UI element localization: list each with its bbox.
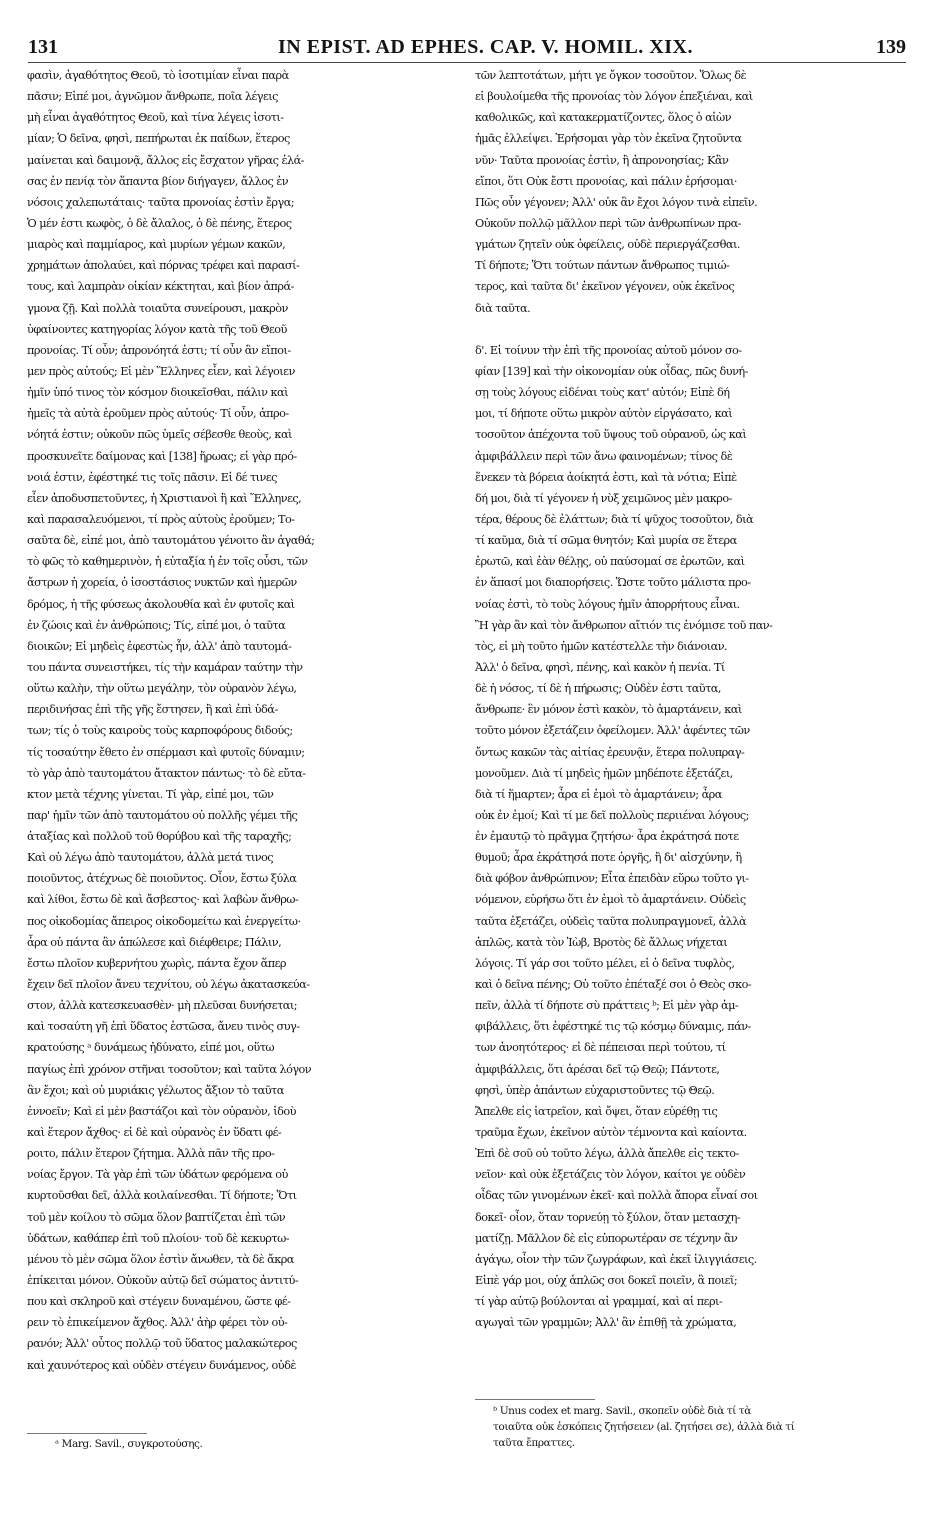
text-line: νοίας ἐστὶ, τὸ τοὺς λόγους ἡμῖν ἀπορρήτους εἶναι. <box>475 597 740 611</box>
text-line: Τί δήποτε; Ὅτι τούτων πάντων ἄνθρωπος τιμιώ- <box>475 259 730 273</box>
text-line: παρ' ἡμῖν τῶν ἀπὸ ταυτομάτου οὐ πολλῆς γέμει τῆς <box>27 808 298 822</box>
text-line: ἄστρων ἡ χορεία, ὁ ἰσοστάσιος νυκτῶν καὶ ἡμερῶν <box>27 576 297 590</box>
footnote-left <box>55 1436 455 1452</box>
text-line: πεῖν, ἀλλὰ τί δήποτε σὺ πράττεις ᵇ; Εἰ μὲν γὰρ ἀμ- <box>475 999 739 1013</box>
text-line: καθολικῶς, καὶ κατακερματίζοντες, ὅλος ὁ αἰὼν <box>475 111 732 125</box>
page-number-right: 139 <box>876 36 906 58</box>
text-line: θυμοῦ; ἆρα ἐκράτησά ποτε ὀργῆς, ἢ δι' αἰσχύνην, ἢ <box>475 851 742 865</box>
text-line: οὐκ ἐν ἐμοί; Καὶ τί με δεῖ πολλοὺς περιιέναι λόγους; <box>475 808 749 822</box>
right-text-column <box>475 65 906 1333</box>
text-line: προσκυνεῖτε δαίμονας καὶ [138] ἥρωας; εἰ γὰρ πρό- <box>27 449 297 463</box>
text-line: ρανόν; Ἀλλ' οὗτος πολλῷ τοῦ ὕδατος μαλακώτερος <box>27 1337 297 1351</box>
text-line: ἡμεῖς τὰ αὐτὰ ἐροῦμεν πρὸς αὐτούς· Τί οὖν, ἀπρο- <box>27 407 289 421</box>
text-line: εἴποι, ὅτι Οὐκ ἔστι προνοίας, καὶ πάλιν ἐρήσομαι· <box>475 174 737 188</box>
text-line: ταῦτα ἔπραττες. <box>493 1437 575 1449</box>
text-line: αγωγαὶ τῶν γραμμῶν; Ἀλλ' ἂν ἐπιθῇ τὰ χρώματα, <box>475 1316 737 1330</box>
text-line: κυρτοῦσθαι δεῖ, ἀλλὰ κοιλαίνεσθαι. Τί δήποτε; Ὅτι <box>27 1189 297 1203</box>
footnote-rule-right <box>475 1399 595 1400</box>
text-line: ἐν ἅπασί μοι διαπορήσεις. Ὥστε τοῦτο μάλιστα προ- <box>475 576 751 590</box>
text-line: τους, καὶ λαμπρὰν οἰκίαν κέκτηται, καὶ βίον ἀπρά- <box>27 280 294 294</box>
text-line: Ἢ γὰρ ἂν καὶ τὸν ἄνθρωπον αἴτιόν τις ἐνόμισε τοῦ παν- <box>475 618 773 632</box>
text-line: παγίως ἐπὶ χρόνον στῆναι τοσοῦτον; καὶ ταῦτα λόγον <box>27 1062 312 1076</box>
text-line: μὴ εἶναι ἀγαθότητος Θεοῦ, καὶ τίνα λέγεις ἰσοτι- <box>27 111 284 125</box>
text-line: Πῶς οὖν γέγονεν; Ἀλλ' οὐκ ἂν ἔχοι λόγον τινὰ εἰπεῖν. <box>475 195 758 209</box>
text-line: του πάντα συνειστήκει, τίς τὴν καμάραν ταύτην τὴν <box>27 660 303 674</box>
text-line: σας ἐν πενίᾳ τὸν ἅπαντα βίον διήγαγεν, ἄλλος ἐν <box>27 174 289 188</box>
text-line: ὑδάτων, καθάπερ ἐπὶ τοῦ πλοίου· τοῦ δὲ κεκυρτω- <box>27 1231 289 1245</box>
text-line: δὲ ἡ νόσος, τί δὲ ἡ πήρωσις; Οὐδὲν ἐστι ταῦτα, <box>475 682 721 696</box>
text-line: ματίζῃ. Μᾶλλον δὲ εἰς εὐπορωτέραν σε τέχνην ἂν <box>475 1231 738 1245</box>
text-line: νοιά ἐστιν, ἐφέστηκέ τις τοῖς πᾶσιν. Εἰ δέ τινες <box>27 470 277 484</box>
text-line: ἀμφιβάλλεις, ὅτι ἀρέσαι δεῖ τῷ Θεῷ; Πάντοτε, <box>475 1062 720 1076</box>
text-line: καὶ τοσαύτη γῆ ἐπὶ ὕδατος ἑστῶσα, ἄνευ τινὸς συγ- <box>27 1020 300 1034</box>
text-line: δρόμος, ἡ τῆς φύσεως ἀκολουθία καὶ ἐν φυτοῖς καὶ <box>27 597 295 611</box>
text-line: νόσοις χαλεπωτάταις· ταῦτα προνοίας ἐστὶν ἔργα; <box>27 195 295 209</box>
text-line: νεῖον· καὶ οὐκ ἐξετάζεις τὸν λόγον, καίτοι γε οὐδὲν <box>475 1168 746 1182</box>
text-line: εἶεν ἀποδυσπετοῦντες, ἡ Χριστιανοὶ ἢ καὶ Ἕλληνες, <box>27 491 302 505</box>
text-line: τί καῦμα, διὰ τί σῶμα θνητόν; Καὶ μυρία σε ἕτερα <box>475 534 737 548</box>
text-line: χρημάτων ἀπολαύει, καὶ πόρνας τρέφει καὶ παρασί- <box>27 259 300 273</box>
text-line: ᵇ Unus codex et marg. Savil., σκοπεῖν οὐδὲ διὰ τί τὰ <box>493 1405 751 1417</box>
text-line: νῦν· Ταῦτα προνοίας ἐστὶν, ἢ ἀπρονοησίας; Κἂν <box>475 153 729 167</box>
text-line: εἰ βουλοίμεθα τῆς προνοίας τὸν λόγον ἐπεξιέναι, καὶ <box>475 90 753 104</box>
text-line: πος οἰκοδομίας ἄπειρος οἰκοδομείτω καὶ ἐνεργείτω· <box>27 914 301 928</box>
text-line: των; τίς ὁ τοὺς καιροὺς τοὺς καρποφόρους διδούς; <box>27 724 293 738</box>
text-line: ἐρωτῶ, καὶ ἐὰν θέλῃς, οὐ παύσομαί σε ἐρωτῶν, καὶ <box>475 555 745 569</box>
text-line: ἐν ζώοις καὶ ἐν ἀνθρώποις; Τίς, εἰπέ μοι, ὁ ταῦτα <box>27 618 286 632</box>
text-line: καὶ παρασαλευόμενοι, τί πρὸς αὐτοὺς ἐροῦμεν; Το- <box>27 512 295 526</box>
text-line: κρατούσης ᵃ δυνάμεως ἠδύνατο, εἰπέ μοι, οὕτω <box>27 1041 275 1055</box>
text-line: μοι, τί δήποτε οὕτω μικρὸν αὐτὸν εἰργάσατο, καὶ <box>475 407 733 421</box>
text-line: νοίας ἔργον. Τὰ γὰρ ἐπὶ τῶν ὑδάτων φερόμενα οὐ <box>27 1168 288 1182</box>
text-line: τὸ φῶς τὸ καθημερινὸν, ἡ εὐταξία ἡ ἐν τοῖς οὖσι, τῶν <box>27 555 308 569</box>
text-line: καὶ χαυνότερος καὶ οὐδὲν στέγειν δυνάμενος, οὐδὲ <box>27 1358 296 1372</box>
text-line: τραῦμα ἔχων, ἐκεῖνον αὐτὸν τέμνοντα καὶ καίοντα. <box>475 1126 747 1140</box>
text-line: σῃ τοὺς λόγους εἰδέναι τοὺς κατ' αὐτόν; Εἰπὲ δή <box>475 386 730 400</box>
text-line: οὕτω καλὴν, τὴν οὕτω μεγάλην, τὸν οὐρανὸν λέγω, <box>27 682 297 696</box>
text-line: διοικῶν; Εἰ μηδεὶς ἐφεστὼς ἦν, ἀλλ' ἀπὸ ταυτομά- <box>27 639 292 653</box>
text-line: ροιτο, πάλιν ἕτερον ζήτημα. Ἀλλὰ πᾶν τῆς προ- <box>27 1147 275 1161</box>
text-line: νόμενον, εὑρήσω ὅτι ἐν ἐμοὶ τὸ ἁμαρτάνειν. Οὐδεὶς <box>475 893 746 907</box>
text-line: διὰ φόβον ἀνθρώπινον; Εἶτα ἐπειδὰν εὕρω τοῦτο γι- <box>475 872 749 886</box>
text-line: Καὶ οὐ λέγω ἀπὸ ταυτομάτου, ἀλλὰ μετά τινος <box>27 851 274 865</box>
text-line: ἐννοεῖν; Καὶ εἰ μὲν βαστάζοι καὶ τὸν οὐρανὸν, ἰδοὺ <box>27 1104 296 1118</box>
text-line <box>475 319 906 340</box>
text-line: τίς τοσαύτην ἔθετο ἐν σπέρμασι καὶ φυτοῖς δύναμιν; <box>27 745 305 759</box>
text-line: Εἰπὲ γάρ μοι, οὐχ ἁπλῶς σοι δοκεῖ ποιεῖν, ἃ ποιεῖ; <box>475 1274 738 1288</box>
text-line: τερος, καὶ ταῦτα δι' ἐκεῖνον γέγονεν, οὐκ ἐκεῖνος <box>475 280 735 294</box>
text-line: ἡμᾶς ἐλλείψει. Ἐρήσομαι γὰρ τὸν ἐκεῖνα ζητοῦντα <box>475 132 742 146</box>
text-line: Ὁ μέν ἐστι κωφὸς, ὁ δὲ ἄλαλος, ὁ δὲ πένης, ἕτερος <box>27 216 292 230</box>
text-line: τοσοῦτον ἀπέχοντα τοῦ ὕψους τοῦ οὐρανοῦ, ὡς καὶ <box>475 428 747 442</box>
text-line: μιαρὸς καὶ παμμίαρος, καὶ μυρίων γέμων κακῶν, <box>27 238 286 252</box>
text-line: Ἐπὶ δὲ σοῦ οὐ τοῦτο λέγω, ἀλλὰ ἄπελθε εἰς τεκτο- <box>475 1147 739 1161</box>
header-rule <box>28 62 906 63</box>
text-line: τὸς, εἰ μὴ τοῦτο ἡμῶν κατέστελλε τὴν διάνοιαν. <box>475 639 728 653</box>
text-line: ἡμῖν ὑπό τινος τὸν κόσμον διοικεῖσθαι, πάλιν καὶ <box>27 386 289 400</box>
text-line: ἀμφιβάλλειν περὶ τῶν ἄνω φαινομένων; τίνος δὲ <box>475 449 733 463</box>
footnote-right <box>493 1403 906 1451</box>
text-line: κτον μετὰ τέχνης γίνεται. Τί γὰρ, εἰπέ μοι, τῶν <box>27 787 274 801</box>
text-line: ἄνθρωπε· ἓν μόνον ἐστὶ κακὸν, τὸ ἁμαρτάνειν, καὶ <box>475 703 742 717</box>
text-line: των ἀνοητότερος· εἰ δὲ πέπεισαι περὶ τούτου, τί <box>475 1041 726 1055</box>
text-line: τοῦτο μόνον ἐξετάζειν ὀφείλομεν. Ἀλλ' ἀφέντες τῶν <box>475 724 750 738</box>
text-line: ἐπίκειται μόνον. Οὐκοῦν αὐτῷ δεῖ σώματος ἀντιτύ- <box>27 1274 299 1288</box>
text-line: δ'. Εἰ τοίνυν τὴν ἐπὶ τῆς προνοίας αὐτοῦ μόνον σο- <box>475 343 742 357</box>
text-line: καὶ ἕτερον ἄχθος· εἰ δὲ καὶ οὐρανὸς ἐν ὕδατι φέ- <box>27 1126 282 1140</box>
text-line: ταῦτα ἐξετάζει, οὐδεὶς ταῦτα πολυπραγμονεῖ, ἀλλὰ <box>475 914 747 928</box>
text-line: μονοῦμεν. Διὰ τί μηδεὶς ἡμῶν μηδέποτε ἐξετάζει, <box>475 766 733 780</box>
text-line: καὶ λίθοι, ἔστω δὲ καὶ ἄσβεστος· καὶ λαβὼν ἄνθρω- <box>27 893 299 907</box>
text-line: καὶ ὁ δεῖνα πένης; Οὐ τοῦτο ἐπέταξέ σοι ὁ Θεὸς σκο- <box>475 978 752 992</box>
text-line: φησὶ, ὑπὲρ ἁπάντων εὐχαριστοῦντες τῷ Θεῷ. <box>475 1083 715 1097</box>
text-line: πᾶσιν; Εἰπέ μοι, ἀγνῶμον ἄνθρωπε, ποῖα λέγεις <box>27 90 278 104</box>
text-line: διὰ τί ἥμαρτεν; ἆρα εἰ ἐμοὶ τὸ ἁμαρτάνειν; ἆρα <box>475 787 722 801</box>
text-line: ἔστω πλοῖον κυβερνήτου χωρὶς, πάντα ἔχον ἅπερ <box>27 956 286 970</box>
text-line: ρειν τὸ ἐπικείμενον ἄχθος. Ἀλλ' ἀὴρ φέρει τὸν οὐ- <box>27 1316 288 1330</box>
text-line: στον, ἀλλὰ κατεσκευασθὲν· μὴ πλεῦσαι δυνήσεται; <box>27 999 298 1013</box>
text-line: Ἀλλ' ὁ δεῖνα, φησὶ, πένης, καὶ κακὸν ἡ πενία. Τί <box>475 660 725 674</box>
running-title: IN EPIST. AD EPHES. CAP. V. HOMIL. XIX. <box>278 36 693 58</box>
text-line: ποιοῦντος, ἀτέχνως δὲ ποιοῦντος. Οἷον, ἔστω ξύλα <box>27 872 297 886</box>
text-line: ἀταξίας καὶ πολλοῦ τοῦ θορύβου καὶ τῆς ταραχῆς; <box>27 830 292 844</box>
text-line: μαίνεται καὶ δαιμονᾷ, ἄλλος εἰς ἔσχατον γῆρας ἐλά- <box>27 153 304 167</box>
text-line: προνοίας. Τί οὖν; ἀπρονόητά ἐστι; τί οὖν ἂν εἴποι- <box>27 343 291 357</box>
text-line: ἀγάγω, οἷον τὴν τῶν ζωγράφων, καὶ ἐκεῖ ἰλιγγιάσεις. <box>475 1252 757 1266</box>
text-line: που καὶ σκληροῦ καὶ στέγειν δυναμένου, ὥστε φέ- <box>27 1295 291 1309</box>
text-line: οἶδας τῶν γινομένων ἐκεῖ· καὶ πολλὰ ἄπορα εἶναί σοι <box>475 1189 758 1203</box>
text-line: τοιαῦτα οὐκ ἐσκόπεις ζητήσειεν (al. ζητήσει σε), ἀλλὰ διὰ τί <box>493 1421 795 1433</box>
text-line: νόητά ἐστιν; οὐκοῦν πῶς ὑμεῖς σέβεσθε θεοὺς, καὶ <box>27 428 292 442</box>
text-line: φιβάλλεις, ὅτι ἐφέστηκέ τις τῷ κόσμῳ δύναμις, πάν- <box>475 1020 751 1034</box>
text-line: Οὐκοῦν πολλῷ μᾶλλον περὶ τῶν ἀνθρωπίνων πρα- <box>475 216 741 230</box>
text-line: τὸ γὰρ ἀπὸ ταυτομάτου ἄτακτον πάντως· τὸ δὲ εὔτα- <box>27 766 306 780</box>
text-line: τοῦ μὲν κοίλου τὸ σῶμα ὅλον βαπτίζεται ἐπὶ τῶν <box>27 1210 286 1224</box>
text-line: τί γὰρ αὐτῷ βούλονται αἱ γραμμαί, καὶ αἱ περι- <box>475 1295 723 1309</box>
text-line: ἁπλῶς, κατὰ τὸν Ἰὼβ, Βροτὸς δὲ ἄλλως νήχεται <box>475 935 728 949</box>
footnote-rule-left <box>27 1433 147 1434</box>
footnote-line: ᵃ Marg. Savil., συγκροτούσης. <box>55 1438 203 1450</box>
text-line: δή μοι, διὰ τί γέγονεν ἡ νὺξ χειμῶνος μὲν μακρο- <box>475 491 732 505</box>
text-line: ὄντως κακῶν τὰς αἰτίας ἐρευνᾷν, ἕτερα πολυπραγ- <box>475 745 745 759</box>
text-line: γμάτων ζητεῖν οὐκ ὀφείλεις, οὐδὲ περιεργάζεσθαι. <box>475 238 740 252</box>
text-line: δοκεῖ· οἷον, ὅταν τορνεύῃ τὸ ξύλον, ὅταν μετασχη- <box>475 1210 741 1224</box>
text-line: σαῦτα δὲ, εἰπέ μοι, ἀπὸ ταυτομάτου γένοιτο ἂν ἀγαθά; <box>27 534 315 548</box>
running-head <box>28 36 906 62</box>
text-line: μεν πρὸς αὐτούς; Εἰ μὲν Ἕλληνες εἶεν, καὶ λέγοιεν <box>27 364 295 378</box>
text-line: γμονα ζῇ. Καὶ πολλὰ τοιαῦτα συνείρουσι, μακρὸν <box>27 301 288 315</box>
text-line: φίαν [139] καὶ τὴν οἰκονομίαν οὐκ οἶδας, πῶς δυνή- <box>475 364 748 378</box>
text-line: λόγοις. Τί γάρ σοι τοῦτο μέλει, εἰ ὁ δεῖνα τυφλὸς, <box>475 956 735 970</box>
text-line: ἔχειν δεῖ πλοῖον ἄνευ τεχνίτου, οὐ λέγω ἀκατασκεύα- <box>27 978 310 992</box>
text-line: Ἄπελθε εἰς ἰατρεῖον, καὶ ὄψει, ὅταν εὑρέθῃ τις <box>475 1104 718 1118</box>
text-line: περιδινήσας ἐπὶ τῆς γῆς ἔστησεν, ἢ καὶ ἐπὶ ὑδά- <box>27 703 278 717</box>
page-number-left: 131 <box>28 36 58 58</box>
text-line: φασὶν, ἀγαθότητος Θεοῦ, τὸ ἰσοτιμίαν εἶναι παρὰ <box>27 69 289 82</box>
text-line: μίαν; Ὁ δεῖνα, φησὶ, πεπήρωται ἐκ παίδων, ἕτερος <box>27 132 290 146</box>
text-line: ἐν ἐμαυτῷ τὸ πρᾶγμα ζητήσω· ἆρα ἐκράτησά ποτε <box>475 830 739 844</box>
text-line: τέρα, θέρους δὲ ἐλάττων; διὰ τί ψῦχος τοσοῦτον, διὰ <box>475 512 754 526</box>
text-line: τῶν λεπτοτάτων, μήτι γε ὄγκον τοσοῦτον. Ὅλως δὲ <box>475 69 746 82</box>
text-line: ὑφαίνοντες κατηγορίας λόγον κατὰ τῆς τοῦ Θεοῦ <box>27 322 287 336</box>
text-line: ἂν ἔχοι; καὶ οὐ μυριάκις γέλωτος ἄξιον τὸ ταῦτα <box>27 1083 284 1097</box>
text-line: μένου τὸ μὲν σῶμα ὅλον ἐστὶν ἄνωθεν, τὰ δὲ ἄκρα <box>27 1252 294 1266</box>
text-line: ἕνεκεν τὰ βόρεια ἀοίκητά ἐστι, καὶ τὰ νότια; Εἰπὲ <box>475 470 737 484</box>
text-line: ἆρα οὐ πάντα ἂν ἀπώλεσε καὶ διέφθειρε; Πάλιν, <box>27 935 282 949</box>
text-line: διὰ ταῦτα. <box>475 301 531 315</box>
left-text-column <box>27 65 460 1376</box>
